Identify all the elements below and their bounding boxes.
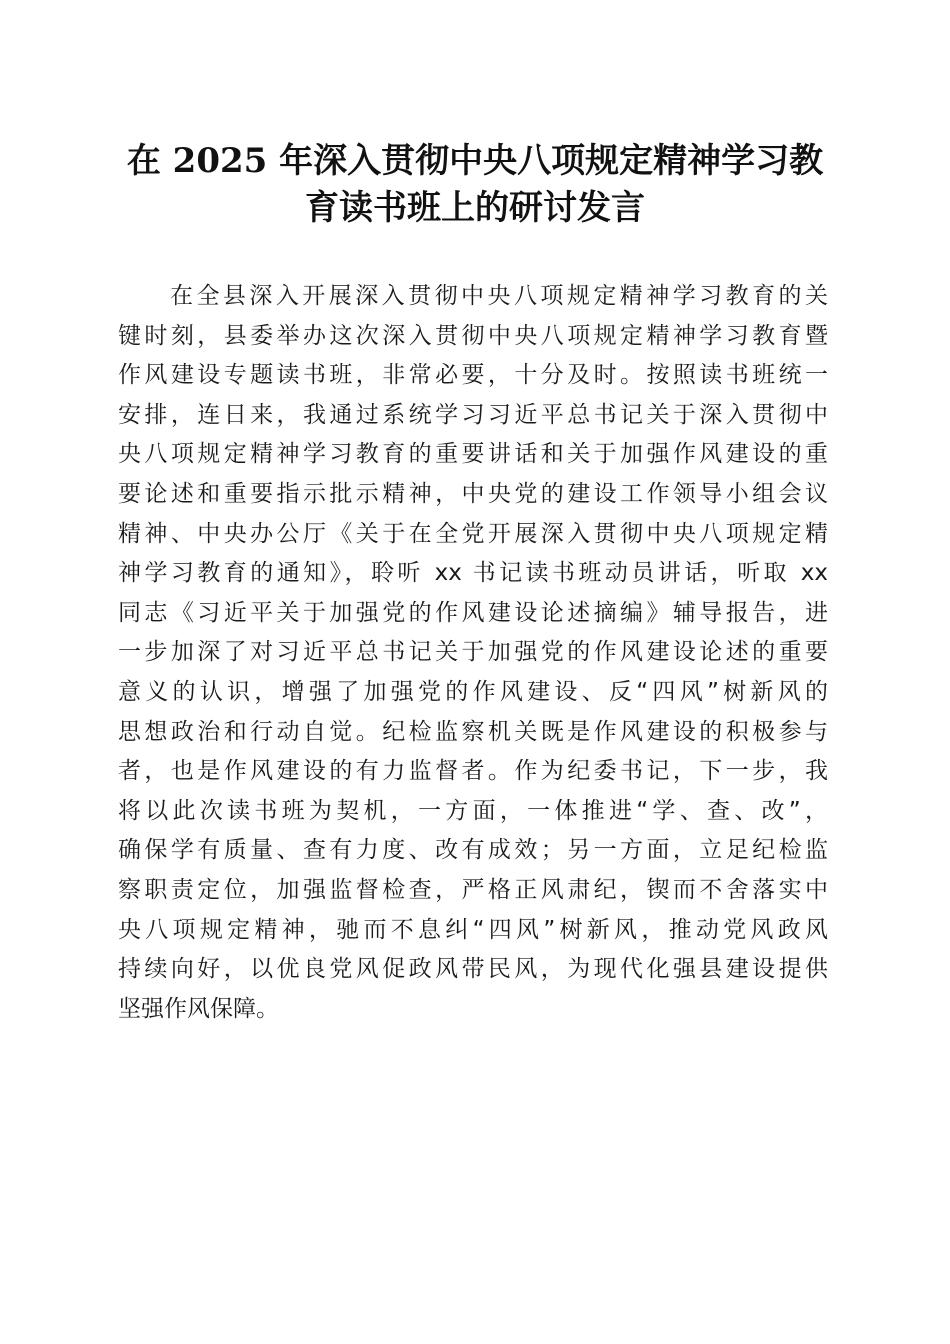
body-line: 要论述和重要指示批示精神，中央党的建设工作领导小组会议 xyxy=(118,480,828,507)
body-line: 察职责定位，加强监督检查，严格正风肃纪，锲而不舍落实中 xyxy=(118,876,828,903)
body-line: 将以此次读书班为契机，一方面，一体推进“学、查、改”， xyxy=(118,797,828,824)
body-line: 精神、中央办公厅《关于在全党开展深入贯彻中央八项规定精 xyxy=(118,520,828,547)
body-line: 键时刻，县委举办这次深入贯彻中央八项规定精神学习教育暨 xyxy=(118,322,828,349)
body-line: 确保学有质量、查有力度、改有成效；另一方面，立足纪检监 xyxy=(118,837,828,864)
body-line: 者，也是作风建设的有力监督者。作为纪委书记，下一步，我 xyxy=(118,758,828,785)
document-title xyxy=(100,138,850,232)
body-line: 思想政治和行动自觉。纪检监察机关既是作风建设的积极参与 xyxy=(118,718,828,745)
body-line-last: 坚强作风保障。 xyxy=(118,995,279,1022)
body-line: 在全县深入开展深入贯彻中央八项规定精神学习教育的关 xyxy=(170,283,828,309)
body-line: 安排，连日来，我通过系统学习习近平总书记关于深入贯彻中 xyxy=(118,401,828,428)
body-line: 意义的认识，增强了加强党的作风建设、反“四风”树新风的 xyxy=(118,678,828,705)
title-line-2: 育读书班上的研讨发言 xyxy=(305,188,645,228)
body-line: 央八项规定精神学习教育的重要讲话和关于加强作风建设的重 xyxy=(118,441,828,468)
body-line: 同志《习近平关于加强党的作风建设论述摘编》辅导报告，进 xyxy=(118,599,828,626)
body-line: 作风建设专题读书班，非常必要，十分及时。按照读书班统一 xyxy=(118,362,828,389)
body-line: 央八项规定精神，驰而不息纠“四风”树新风，推动党风政风 xyxy=(118,916,828,943)
body-line: 一步加深了对习近平总书记关于加强党的作风建设论述的重要 xyxy=(118,639,828,666)
body-paragraph xyxy=(118,277,828,1029)
body-line: 神学习教育的通知》，聆听 xx 书记读书班动员讲话，听取 xx xyxy=(118,560,828,587)
body-line: 持续向好，以优良党风促政风带民风，为现代化强县建设提供 xyxy=(118,956,828,983)
title-line-1: 在 2025 年深入贯彻中央八项规定精神学习教 xyxy=(126,141,824,181)
